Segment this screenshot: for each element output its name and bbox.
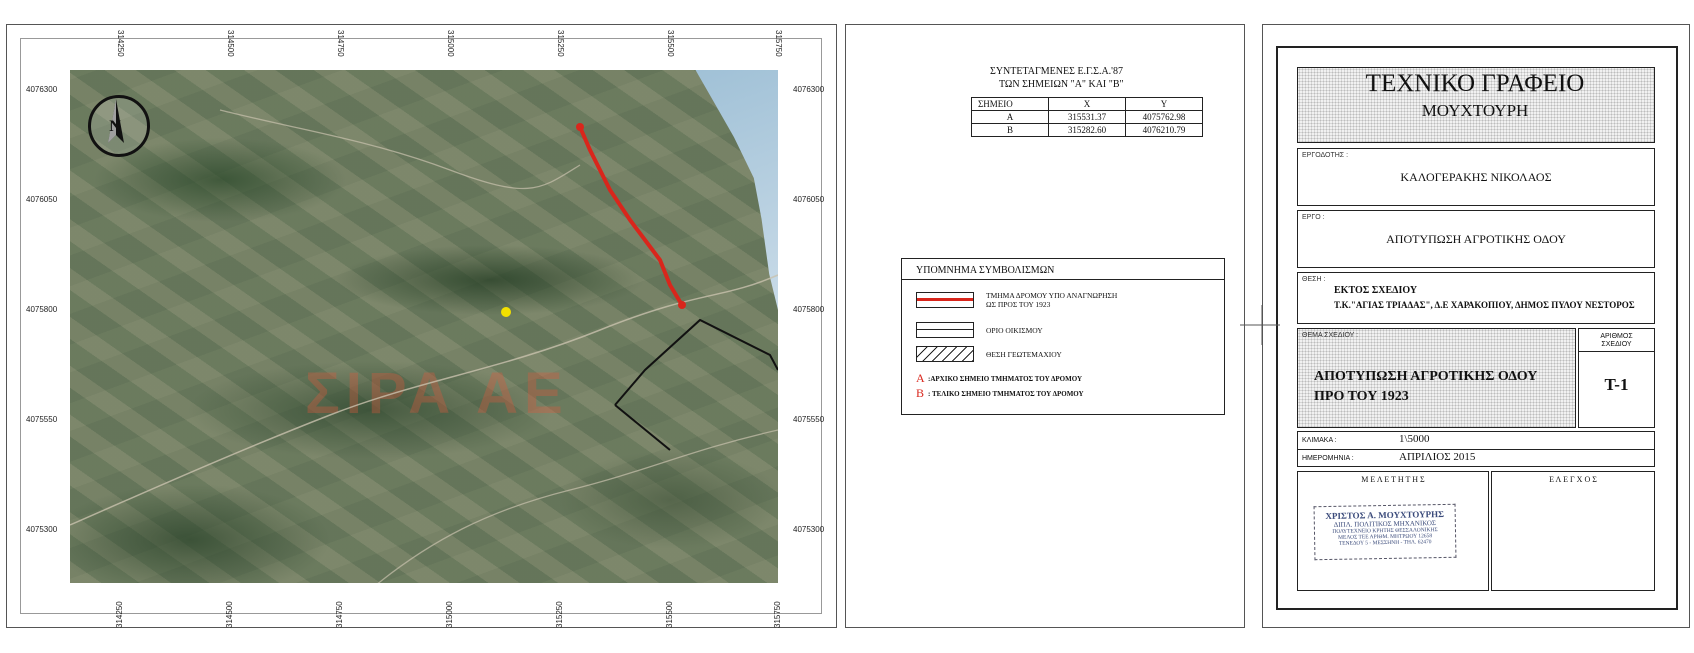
legend-settlement-limit: ΟΡΙΟ ΟΙΚΙΣΜΟΥ — [986, 326, 1043, 335]
table-cell: 4076210.79 — [1126, 124, 1203, 137]
drawing-number-label-line2: ΣΧΕΔΙΟΥ — [1601, 341, 1632, 348]
map-watermark: ΣΙΡΑ ΑΕ — [305, 361, 569, 426]
date-label: ΗΜΕΡΟΜΗΝΙΑ : — [1302, 455, 1354, 462]
map-tick-label: 314750 — [335, 601, 344, 628]
office-owner: ΜΟΥΧΤΟΥΡΗ — [1421, 101, 1529, 120]
road-legend-icon — [916, 292, 974, 308]
rural-road — [370, 430, 778, 583]
registration-mark-icon — [1240, 300, 1280, 350]
client-box — [1297, 148, 1655, 206]
stamp-line2: ΔΙΠΛ. ΠΟΛΙΤΙΚΟΣ ΜΗΧΑΝΙΚΟΣ — [1333, 519, 1437, 529]
legend-title: ΥΠΟΜΝΗΜΑ ΣΥΜΒΟΛΙΣΜΩΝ — [902, 259, 1224, 280]
legend-point-a-letter: A — [916, 371, 925, 385]
stamp-line4: ΜΕΛΟΣ ΤΕΕ ΑΡΙΘΜ. ΜΗΤΡΩΟΥ 12658 — [1338, 533, 1433, 541]
location-label: ΘΕΣΗ : — [1302, 276, 1326, 283]
map-tick-label: 4075550 — [26, 415, 58, 424]
map-overlay — [70, 70, 778, 583]
legend-road-line1: ΤΜΗΜΑ ΔΡΟΜΟΥ ΥΠΟ ΑΝΑΓΝΩΡΗΣΗ — [986, 291, 1118, 300]
map-tick-label: 315250 — [555, 601, 564, 628]
table-header-cell: X — [1049, 98, 1126, 111]
legend-point-b-text: : ΤΕΛΙΚΟ ΣΗΜΕΙΟ ΤΜΗΜΑΤΟΣ ΤΟΥ ΔΡΟΜΟΥ — [928, 390, 1084, 398]
table-row — [972, 124, 1203, 137]
table-row — [972, 111, 1203, 124]
subject-box — [1297, 328, 1576, 428]
parcel-marker — [501, 307, 511, 317]
stamp-line5: ΤΕΝΕΔΟΥ 5 - ΜΕΣΣΗΝΗ - ΤΗΛ. 62470 — [1338, 539, 1432, 547]
checker-box — [1491, 471, 1655, 591]
map-tick-label: 314250 — [115, 601, 124, 628]
settlement-boundary — [615, 405, 670, 450]
settlement-boundary — [615, 320, 778, 405]
table-cell: 4075762.98 — [1126, 111, 1203, 124]
map-tick-label: 4076050 — [793, 195, 825, 204]
date-value: ΑΠΡΙΛΙΟΣ 2015 — [1399, 451, 1476, 463]
project-value: ΑΠΟΤΥΠΩΣΗ ΑΓΡΟΤΙΚΗΣ ΟΔΟΥ — [1386, 232, 1566, 246]
drawing-number-box — [1578, 328, 1655, 428]
road-under-recognition — [580, 127, 682, 305]
project-label: ΕΡΓΟ : — [1302, 214, 1325, 221]
drawing-number-label-line1: ΑΡΙΘΜΟΣ — [1600, 333, 1633, 340]
map-tick-label: 314750 — [336, 30, 345, 57]
office-name: ΤΕΧΝΙΚΟ ΓΡΑΦΕΙΟ — [1365, 70, 1585, 97]
map-tick-label: 4076300 — [793, 85, 825, 94]
drawing-number-divider — [1579, 351, 1654, 352]
table-cell: 315282.60 — [1049, 124, 1126, 137]
stamp-line3: ΠΟΛΥΤΕΧΝΕΙΟ ΚΡΗΤΗΣ ΘΕΣΣΑΛΟΝΙΚΗΣ — [1332, 527, 1438, 535]
subject-line1: ΑΠΟΤΥΠΩΣΗ ΑΓΡΟΤΙΚΗΣ ΟΔΟΥ — [1314, 369, 1538, 384]
point-b-marker — [576, 123, 584, 131]
scale-value: 1\5000 — [1399, 433, 1430, 445]
subject-label: ΘΕΜΑ ΣΧΕΔΙΟΥ : — [1302, 332, 1359, 339]
point-a-marker — [678, 301, 686, 309]
map-tick-label: 315000 — [445, 601, 454, 628]
scale-date-box — [1297, 431, 1655, 467]
coords-title-line1: ΣΥΝΤΕΤΑΓΜΕΝΕΣ Ε.Γ.Σ.Α.'87 — [990, 66, 1123, 77]
drawing-number-value: Τ-1 — [1604, 375, 1629, 394]
map-tick-label: 314500 — [226, 30, 235, 57]
map-tick-label: 315750 — [773, 601, 782, 628]
north-arrow-label: N — [109, 118, 121, 135]
designer-label: Μ Ε Λ Ε Τ Η Τ Η Σ — [1361, 475, 1425, 484]
legend-road-line2: ΩΣ ΠΡΟΣ ΤΟΥ 1923 — [986, 300, 1051, 309]
map-tick-label: 315500 — [665, 601, 674, 628]
legend-point-a-text: :ΑΡΧΙΚΟ ΣΗΜΕΙΟ ΤΜΗΜΑΤΟΣ ΤΟΥ ΔΡΟΜΟΥ — [928, 375, 1083, 383]
map-tick-label: 4076300 — [26, 85, 58, 94]
scale-label: ΚΛΙΜΑΚΑ : — [1302, 437, 1337, 444]
map-tick-label: 315500 — [666, 30, 675, 57]
map-tick-label: 315000 — [446, 30, 455, 57]
engineer-stamp — [1314, 504, 1457, 560]
subject-line2: ΠΡΟ ΤΟΥ 1923 — [1314, 389, 1409, 404]
location-line1: ΕΚΤΟΣ ΣΧΕΔΙΟΥ — [1334, 285, 1418, 296]
map-tick-label: 314500 — [225, 601, 234, 628]
table-cell: A — [972, 111, 1049, 124]
scale-date-divider — [1298, 449, 1654, 450]
map-tick-label: 4075800 — [793, 305, 825, 314]
table-cell: B — [972, 124, 1049, 137]
project-box — [1297, 210, 1655, 268]
map-tick-label: 314250 — [116, 30, 125, 57]
map-tick-label: 4075800 — [26, 305, 58, 314]
rural-road — [220, 110, 580, 189]
legend-box — [901, 258, 1225, 415]
coords-title-line2: ΤΩΝ ΣΗΜΕΙΩΝ "Α" ΚΑΙ "Β" — [999, 79, 1124, 90]
table-cell: 315531.37 — [1049, 111, 1126, 124]
map-tick-label: 4075300 — [26, 525, 58, 534]
settlement-limit-legend-icon — [916, 322, 974, 338]
legend-point-b-letter: B — [916, 386, 925, 400]
location-box — [1297, 272, 1655, 324]
map-tick-label: 4075550 — [793, 415, 825, 424]
table-header-row — [972, 98, 1203, 111]
map-tick-label: 315250 — [556, 30, 565, 57]
client-value: ΚΑΛΟΓΕΡΑΚΗΣ ΝΙΚΟΛΑΟΣ — [1400, 170, 1552, 184]
coords-table — [971, 97, 1203, 137]
rural-road — [70, 275, 778, 525]
table-header-cell: Y — [1126, 98, 1203, 111]
client-label: ΕΡΓΟΔΟΤΗΣ : — [1302, 152, 1349, 159]
location-line2: Τ.Κ."ΑΓΙΑΣ ΤΡΙΑΔΑΣ", Δ.Ε ΧΑΡΑΚΟΠΙΟΥ, ΔΗΜΟΣ ΠΥΛΟΥ ΝΕΣΤΟΡΟΣ — [1334, 300, 1635, 310]
stamp-line1: ΧΡΙΣΤΟΣ Α. ΜΟΥΧΤΟΥΡΗΣ — [1325, 508, 1445, 522]
checker-label: Ε Λ Ε Γ Χ Ο Σ — [1549, 475, 1597, 484]
legend-parcel-position: ΘΕΣΗ ΓΕΩΤΕΜΑΧΙΟΥ — [986, 350, 1062, 359]
map-tick-label: 4075300 — [793, 525, 825, 534]
aerial-map[interactable] — [70, 70, 778, 583]
map-tick-label: 315750 — [774, 30, 783, 57]
parcel-legend-icon — [916, 346, 974, 362]
table-header-cell: ΣΗΜΕΙΟ — [972, 98, 1049, 111]
map-tick-label: 4076050 — [26, 195, 58, 204]
